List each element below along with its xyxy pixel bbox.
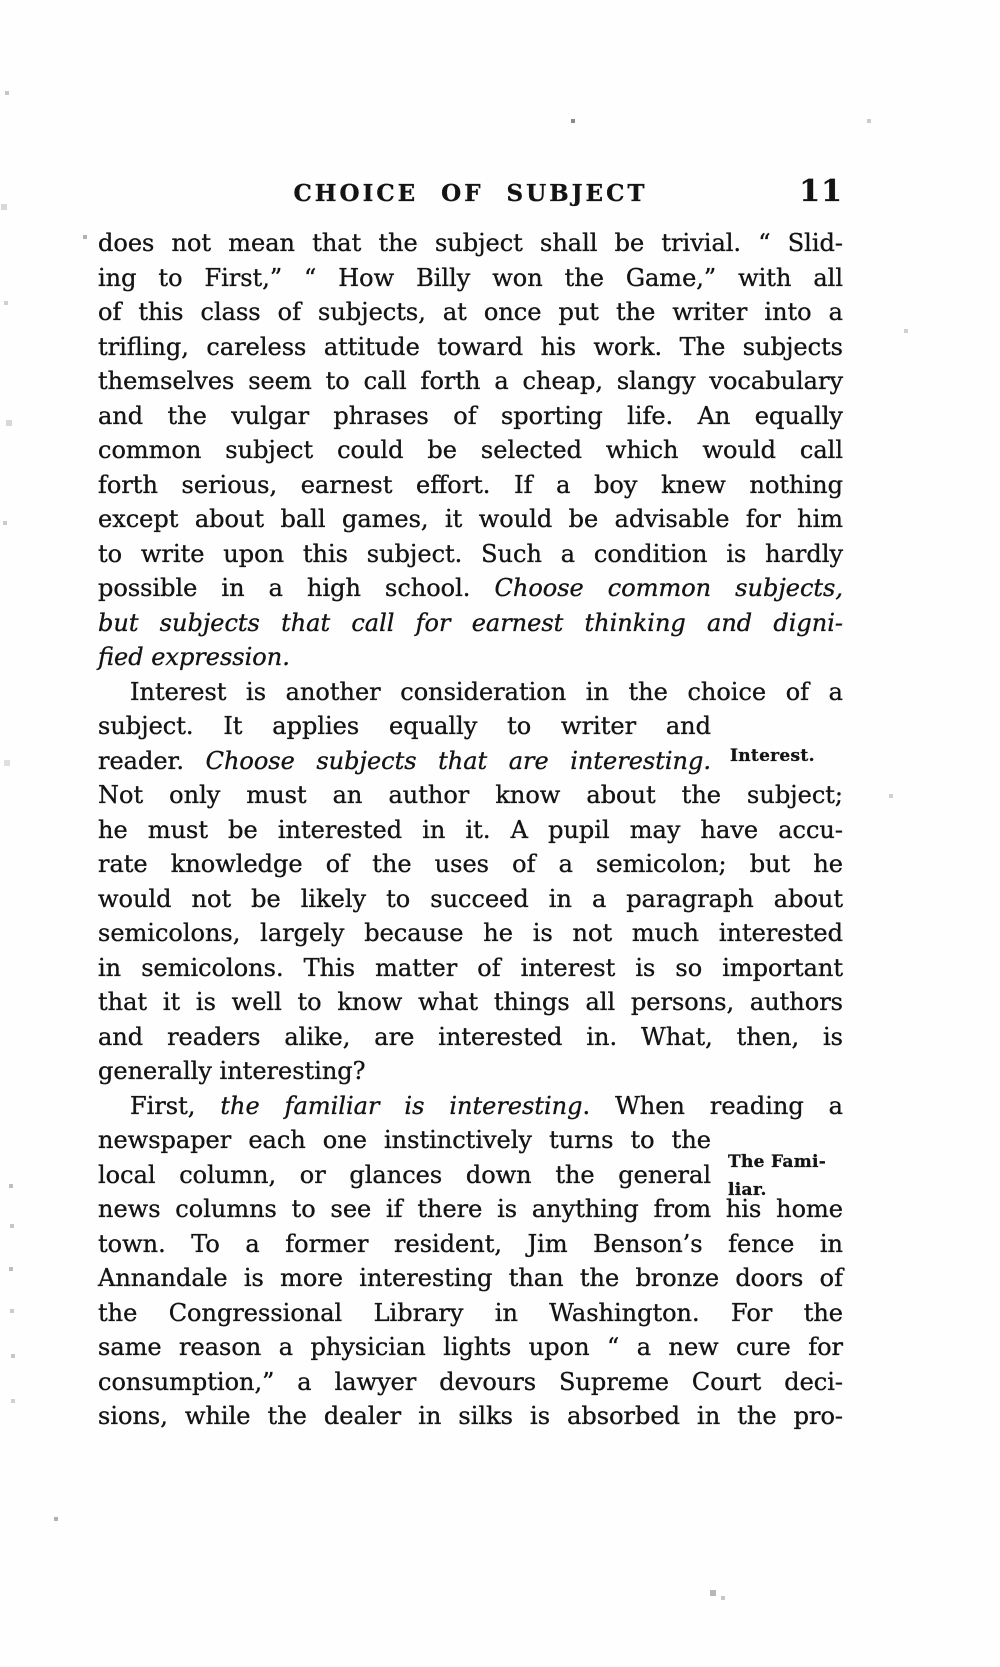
text-line bbox=[98, 675, 843, 710]
text-run: except about ball games, it would be advisable for him bbox=[98, 505, 843, 533]
text-line bbox=[98, 295, 843, 330]
text-line bbox=[98, 226, 843, 261]
text-run: Choose common subjects, bbox=[494, 574, 843, 602]
text-line bbox=[98, 709, 843, 744]
text-line bbox=[98, 399, 843, 434]
text-run: rate knowledge of the uses of a semicolon; but he bbox=[98, 850, 843, 878]
text-line bbox=[98, 433, 843, 468]
text-run: newspaper each one instinctively turns to the bbox=[98, 1126, 711, 1154]
margin-note-line: The Fami- bbox=[728, 1152, 827, 1172]
text-run: sions, while the dealer in silks is absorbed in the pro- bbox=[98, 1402, 843, 1430]
text-run: semicolons, largely because he is not much interested bbox=[98, 919, 843, 947]
text-line bbox=[98, 261, 843, 296]
text-line bbox=[98, 778, 843, 813]
margin-note-line: Interest. bbox=[730, 746, 815, 766]
text-run: does not mean that the subject shall be trivial. “ Slid- bbox=[98, 229, 843, 257]
paragraph bbox=[98, 1089, 843, 1434]
text-line bbox=[98, 985, 843, 1020]
text-run: same reason a physician lights upon “ a new cure for bbox=[98, 1333, 843, 1361]
text-line bbox=[98, 606, 843, 641]
text-line bbox=[98, 468, 843, 503]
text-line bbox=[98, 1365, 843, 1400]
text-run: town. To a former resident, Jim Benson’s fence in bbox=[98, 1229, 843, 1258]
text-line bbox=[98, 502, 843, 537]
text-run: subject. It applies equally to writer and bbox=[98, 712, 711, 740]
text-run: themselves seem to call forth a cheap, slangy vocabulary bbox=[98, 367, 843, 395]
text-run: Choose subjects that are interesting. bbox=[205, 746, 711, 775]
text-line bbox=[98, 847, 843, 882]
text-run: common subject could be selected which would call bbox=[98, 436, 843, 464]
text-run: of this class of subjects, at once put the writer into a bbox=[98, 298, 843, 326]
text-line bbox=[98, 1330, 843, 1365]
text-run: the Congressional Library in Washington. For the bbox=[98, 1298, 843, 1327]
text-run: Not only must an author know about the subject; bbox=[98, 781, 843, 809]
text-run: in semicolons. This matter of interest is so important bbox=[98, 953, 843, 982]
text-run: and readers alike, are interested in. What, then, is bbox=[98, 1022, 843, 1051]
text-block bbox=[98, 226, 843, 1434]
text-run: would not be likely to succeed in a paragraph about bbox=[98, 884, 843, 913]
running-head-title: CHOICE OF SUBJECT bbox=[293, 180, 648, 207]
text-run: forth serious, earnest effort. If a boy knew nothing bbox=[98, 470, 843, 499]
text-line bbox=[98, 640, 843, 675]
text-run: consumption,” a lawyer devours Supreme Court deci- bbox=[98, 1367, 843, 1396]
text-run: local column, or glances down the general bbox=[98, 1160, 711, 1189]
text-line bbox=[98, 330, 843, 365]
text-line bbox=[98, 1261, 843, 1296]
text-run: the familiar is interesting bbox=[220, 1091, 583, 1120]
text-line bbox=[98, 1227, 843, 1262]
text-line bbox=[98, 1296, 843, 1331]
text-line bbox=[98, 1020, 843, 1055]
text-run: but subjects that call for earnest thinking and digni- bbox=[98, 608, 843, 637]
text-run: First, bbox=[130, 1091, 221, 1120]
scan-noise-specks bbox=[0, 0, 2, 2]
text-line bbox=[98, 1054, 843, 1089]
text-line bbox=[98, 364, 843, 399]
text-run: generally interesting? bbox=[98, 1057, 366, 1085]
text-line bbox=[98, 951, 843, 986]
margin-note-line: liar. bbox=[728, 1180, 767, 1200]
text-line bbox=[98, 882, 843, 917]
text-run: trifling, careless attitude toward his work. The subjects bbox=[98, 332, 843, 361]
text-line bbox=[98, 813, 843, 848]
text-line bbox=[98, 571, 843, 606]
text-line bbox=[98, 916, 843, 951]
paragraph bbox=[98, 226, 843, 675]
margin-note-familiar bbox=[728, 1148, 848, 1204]
text-run: ing to First,” “ How Billy won the Game,” with all bbox=[98, 263, 843, 292]
text-line bbox=[98, 1399, 843, 1434]
text-line bbox=[98, 1089, 843, 1124]
text-run: he must be interested in it. A pupil may have accu- bbox=[98, 815, 843, 844]
page-number: 11 bbox=[799, 174, 843, 209]
text-run: reader. bbox=[98, 746, 206, 775]
text-run: to write upon this subject. Such a condition is hardly bbox=[98, 539, 843, 568]
text-run: . When reading a bbox=[582, 1091, 843, 1120]
text-run: fied expression. bbox=[98, 643, 290, 671]
text-run: Annandale is more interesting than the bronze doors of bbox=[98, 1264, 843, 1292]
paragraph bbox=[98, 675, 843, 1089]
margin-note-interest bbox=[730, 742, 850, 770]
text-run: possible in a high school. bbox=[98, 574, 495, 602]
text-line bbox=[98, 537, 843, 572]
text-run: that it is well to know what things all persons, authors bbox=[98, 988, 843, 1016]
text-run: and the vulgar phrases of sporting life. An equally bbox=[98, 401, 843, 430]
text-run: news columns to see if there is anything from his home bbox=[98, 1195, 843, 1223]
text-run: Interest is another consideration in the choice of a bbox=[130, 677, 843, 706]
